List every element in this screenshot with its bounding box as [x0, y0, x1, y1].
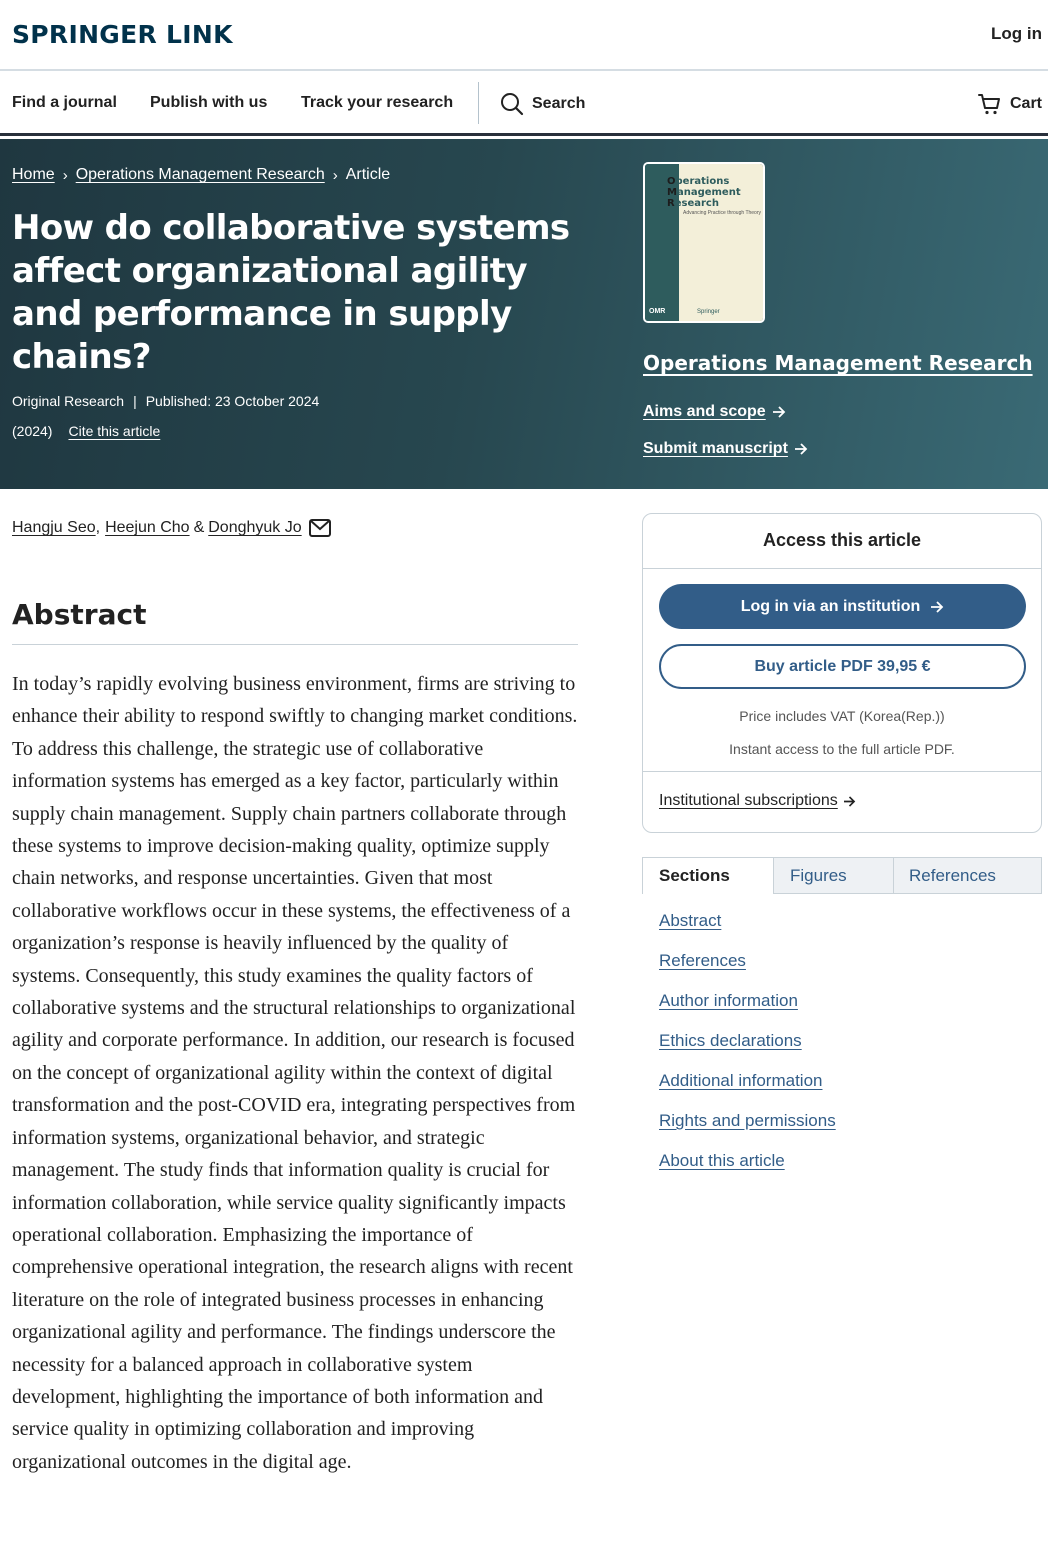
search-button[interactable]: [500, 91, 585, 117]
published-date: Published: 23 October 2024: [145, 393, 320, 409]
institutional-subscriptions-link[interactable]: [659, 792, 856, 810]
access-panel: [642, 513, 1042, 833]
section-list: [659, 911, 836, 1191]
author-list: Hangju Seo , Heejun Cho & Donghyuk Jo: [12, 519, 331, 537]
article-hero: [0, 139, 1048, 489]
buy-pdf-button[interactable]: [659, 644, 1026, 689]
breadcrumb-home[interactable]: Home: [12, 166, 55, 183]
divider: [643, 771, 1041, 772]
chevron-right-icon: ›: [62, 166, 68, 184]
aims-scope-link[interactable]: [643, 403, 786, 421]
nav-find-journal[interactable]: Find a journal: [12, 94, 117, 111]
cover-publisher: Springer: [697, 309, 720, 315]
arrow-right-icon: [772, 406, 786, 418]
search-icon: [500, 92, 524, 116]
instant-access-note: Instant access to the full article PDF.: [729, 741, 955, 757]
cart-button[interactable]: [978, 91, 1042, 117]
breadcrumb: [12, 166, 390, 184]
cart-icon: [978, 92, 1002, 116]
cover-tagline: Advancing Practice through Theory: [683, 210, 762, 216]
article-meta-2: [12, 423, 160, 439]
divider: [643, 568, 1041, 569]
buy-pdf-label: Buy article PDF 39,95 €: [754, 657, 931, 675]
author-link[interactable]: Donghyuk Jo: [208, 519, 302, 536]
meta-divider: |: [133, 393, 137, 409]
section-link-abstract[interactable]: Abstract: [659, 911, 722, 930]
author-link[interactable]: Hangju Seo: [12, 519, 96, 536]
tab-sections[interactable]: Sections: [642, 857, 774, 894]
breadcrumb-journal[interactable]: Operations Management Research: [75, 166, 325, 183]
site-header: [0, 0, 1048, 71]
chevron-right-icon: ›: [332, 166, 338, 184]
section-link-ethics-declarations[interactable]: Ethics declarations: [659, 1031, 802, 1050]
arrow-right-icon: [843, 796, 856, 807]
cite-article-link[interactable]: Cite this article: [68, 423, 161, 439]
main-nav: [0, 72, 1048, 136]
search-label: Search: [532, 95, 586, 112]
tab-figures[interactable]: Figures: [774, 857, 894, 894]
journal-name-link[interactable]: Operations Management Research: [643, 351, 1033, 375]
access-title: Access this article: [762, 530, 922, 550]
section-link-references[interactable]: References: [659, 951, 746, 970]
cart-label: Cart: [1009, 95, 1042, 112]
arrow-right-icon: [794, 443, 808, 455]
tab-references[interactable]: References: [894, 857, 1042, 894]
sidebar-tabs: [642, 857, 1042, 894]
cover-title: Operations Management Research: [667, 176, 741, 209]
arrow-right-icon: [930, 601, 944, 613]
vat-note: Price includes VAT (Korea(Rep.)): [739, 708, 945, 724]
article-year: (2024): [12, 423, 53, 439]
abstract-heading: Abstract: [12, 598, 147, 631]
breadcrumb-current: Article: [345, 166, 391, 183]
cover-abbrev: OMR: [649, 308, 666, 315]
article-title: How do collaborative systems affect organizational agility and performance in supply chains?: [12, 208, 570, 377]
section-link-author-information[interactable]: Author information: [659, 991, 798, 1010]
login-institution-button[interactable]: [659, 584, 1026, 629]
nav-divider: [478, 82, 479, 124]
author-link[interactable]: Heejun Cho: [105, 519, 190, 536]
institutional-subscriptions-label: Institutional subscriptions: [659, 792, 838, 809]
section-link-additional-information[interactable]: Additional information: [659, 1071, 823, 1090]
article-meta: [12, 393, 319, 409]
abstract-text: In today’s rapidly evolving business environment, firms are striving to enhance their ability to respond swiftly to changing market conditions. To address this challenge, the strategic use of collaborative information systems has emerged as a key factor, particularly within supply chain management. Supply chain partners collaborate through these systems to improve decision-making quality, optimize supply chain networks, and response uncertainties. Given that most collaborative workflows occur in these systems, the effectiveness of a organization’s response is heavily influenced by the quality of systems. Consequently, this study examines the quality factors of collaborative systems and the structural relationships to organizational agility and corporate performance. In addition, our research is focused on the concept of organizational agility within the context of digital transformation and the post-COVID era, integrating perspectives from information systems, organizational behavior, and strategic management. The study finds that information quality is crucial for information collaboration, while service quality significantly impacts operational collaboration. Emphasizing the importance of comprehensive operational integration, the research aligns with recent literature on the role of integrated business processes in enhancing organizational agility and performance. The findings underscore the necessity for a balanced approach in collaborative system development, highlighting the importance of both information and service quality in optimizing collaboration and improving organizational outcomes in the digital age.: [12, 673, 578, 1473]
section-link-about-article[interactable]: About this article: [659, 1151, 785, 1170]
journal-cover-image[interactable]: [643, 162, 765, 323]
nav-publish-with-us[interactable]: Publish with us: [150, 94, 268, 111]
section-link-rights-permissions[interactable]: Rights and permissions: [659, 1111, 836, 1130]
springer-link-logo[interactable]: SPRINGER LINK: [12, 20, 233, 49]
aims-scope-label: Aims and scope: [643, 403, 766, 420]
nav-track-research[interactable]: Track your research: [301, 94, 454, 111]
login-institution-label: Log in via an institution: [740, 597, 921, 615]
article-type: Original Research: [12, 393, 125, 409]
login-link[interactable]: Log in: [991, 24, 1042, 43]
submit-manuscript-label: Submit manuscript: [643, 440, 788, 457]
mail-icon[interactable]: [309, 519, 331, 537]
submit-manuscript-link[interactable]: [643, 440, 808, 458]
divider: [12, 644, 578, 645]
